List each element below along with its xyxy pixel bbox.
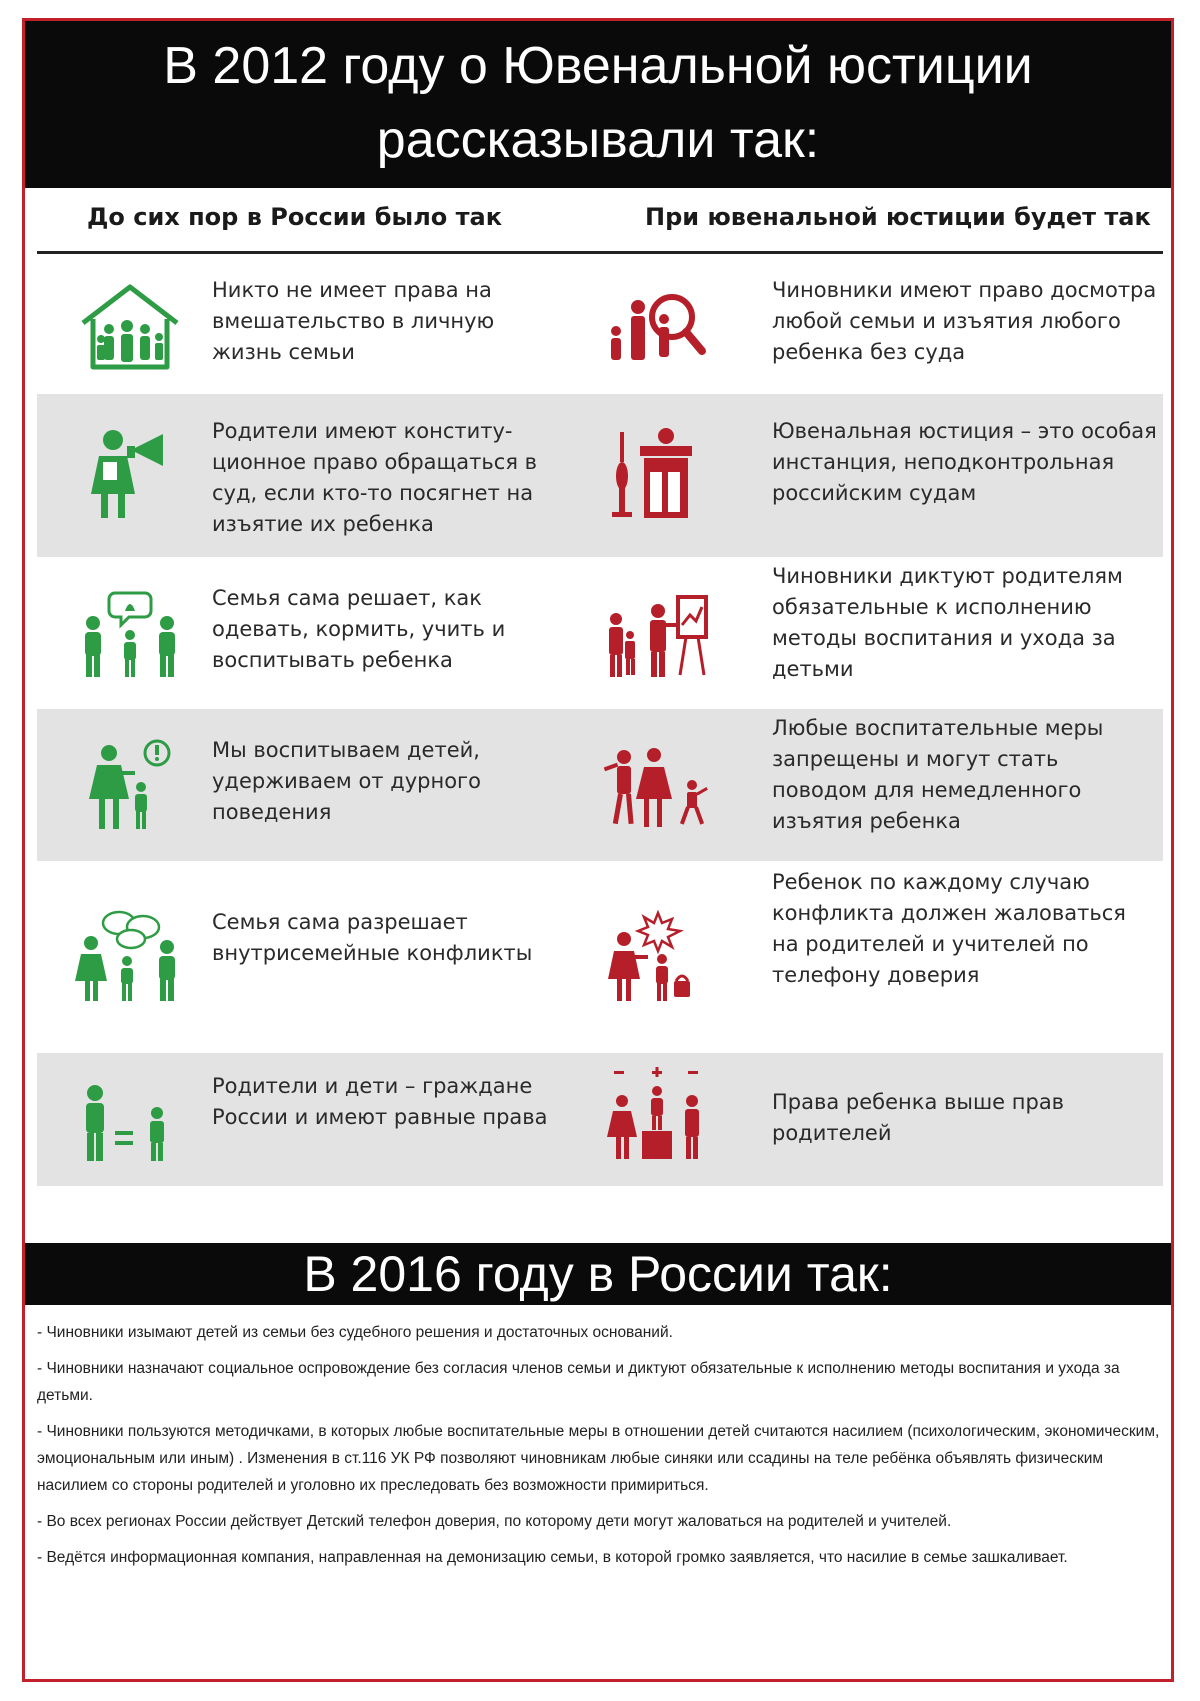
- comparison-row-5: [37, 861, 1163, 1053]
- parent-warning-icon: [75, 737, 185, 833]
- row-6-left-text: Родители и дети – граждане России и имеют равные права: [212, 1074, 548, 1129]
- comparison-row-6: [37, 1053, 1163, 1186]
- row-3-right-text: Чиновники диктуют родителям обязательные к исполнению методы воспитания и ухода за детьми: [772, 564, 1123, 681]
- row-6-right-text: Права ребенка выше прав родителей: [772, 1090, 1065, 1145]
- right-column-heading: При ювенальной юстиции будет так: [645, 203, 1151, 231]
- title-line-1: В 2012 году о Ювенальной юстиции: [163, 37, 1033, 95]
- bullet-item-5: - Ведётся информационная компания, направленная на демонизацию семьи, в которой громко заявляется, что насилие в семье зашкаливает.: [37, 1549, 1068, 1566]
- child-hotline-icon: [602, 909, 712, 1005]
- row-3-left-text: Семья сама решает, как одевать, кормить, учить и воспитывать ребенка: [212, 586, 506, 672]
- bullet-item-1: - Чиновники изымают детей из семьи без судебного решения и достаточных оснований.: [37, 1324, 673, 1341]
- title-line-2: рассказывали так:: [376, 111, 820, 169]
- section-2016-title: В 2016 году в России так:: [303, 1246, 893, 1302]
- row-1-left-text: Никто не имеет права на вмешательство в личную жизнь семьи: [212, 278, 495, 364]
- row-1-right-text: Чиновники имеют право досмотра любой семьи и изъятия любого ребенка без суда: [772, 278, 1157, 364]
- equal-rights-icon: [75, 1073, 185, 1169]
- parent-megaphone-icon: [75, 426, 185, 522]
- family-house-icon: [75, 279, 185, 375]
- bullet-list: [37, 1319, 1165, 1580]
- family-decision-icon: [75, 585, 185, 681]
- bullet-item-2: - Чиновники назначают социальное оспровождение без согласия членов семьи и диктуют обязательные к исполнению методы воспитания и ухода за детьми.: [37, 1360, 1120, 1404]
- bullet-item-3: - Чиновники пользуются методичками, в которых любые воспитательные меры в отношении детей считаются насилием (психологическим, экономическим, эмоциональным или иным) . Изменения в ст.116 УК РФ позволяют чиновникам любые синяки или ссадины на теле ребёнка объявлять физическим насилием со стороны родителей и уголовно их преследовать без возможности примириться.: [37, 1423, 1160, 1494]
- row-4-right-text: Любые воспитательные меры запрещены и могут стать поводом для немедленного изъятия ребенка: [772, 716, 1104, 833]
- poster-frame: [22, 18, 1174, 1682]
- family-dialogue-icon: [75, 909, 185, 1005]
- bullet-item-4: - Во всех регионах России действует Детский телефон доверия, по которому дети могут жаловаться на родителей и учителей.: [37, 1513, 952, 1530]
- inspection-magnifier-icon: [602, 279, 712, 375]
- row-5-right-text: Ребенок по каждому случаю конфликта должен жаловаться на родителей и учителей по телефону доверия: [772, 870, 1126, 987]
- heading-divider: [37, 251, 1163, 254]
- row-4-left-text: Мы воспитываем детей, удерживаем от дурного поведения: [212, 738, 481, 824]
- row-5-left-text: Семья сама разрешает внутрисемейные конфликты: [212, 910, 533, 965]
- row-2-left-text: Родители имеют конститу-ционное право обращаться в суд, если кто-то посягнет на изъятие их ребенка: [212, 419, 538, 536]
- comparison-row-2: [37, 394, 1163, 557]
- official-lecture-icon: [602, 585, 712, 681]
- child-removal-icon: [602, 737, 712, 833]
- comparison-row-3: [37, 557, 1163, 709]
- top-banner: [25, 21, 1171, 188]
- row-2-right-text: Ювенальная юстиция – это особая инстанция, неподконтрольная российским судам: [772, 419, 1157, 505]
- left-column-heading: До сих пор в России было так: [87, 203, 503, 231]
- comparison-row-1: [37, 261, 1163, 394]
- judge-podium-icon: [602, 426, 712, 522]
- section-2016-banner: [25, 1243, 1171, 1305]
- child-pedestal-icon: [602, 1067, 712, 1163]
- comparison-row-4: [37, 709, 1163, 861]
